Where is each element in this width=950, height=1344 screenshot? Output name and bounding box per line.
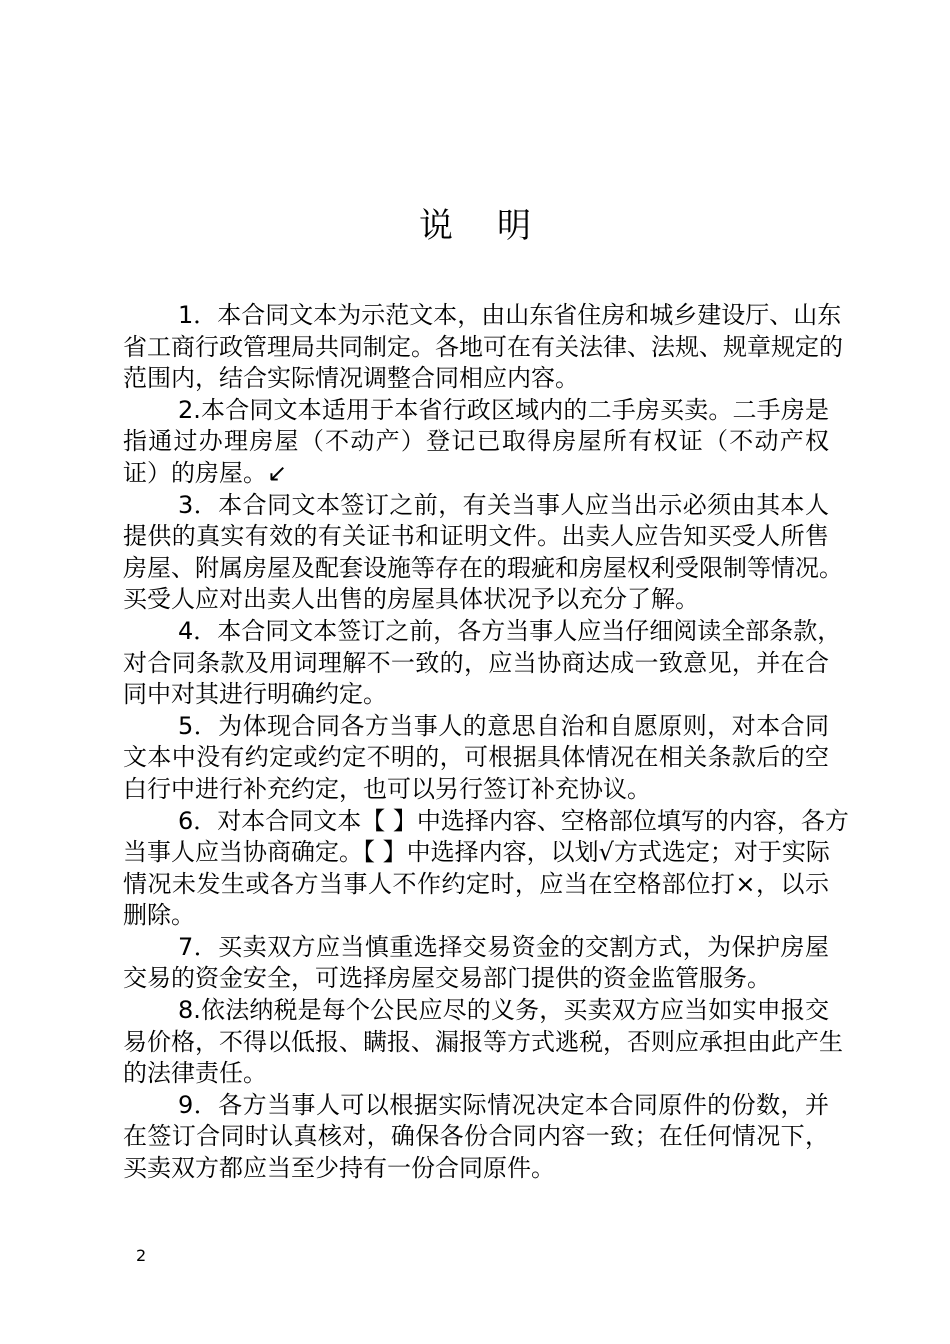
instruction-paragraph xyxy=(123,932,829,995)
page-title: 说明 xyxy=(419,206,575,246)
instruction-paragraph xyxy=(123,995,843,1090)
paragraph-line: 交易的资金安全，可选择房屋交易部门提供的资金监管服务。 xyxy=(123,964,771,993)
paragraph-line: 文本中没有约定或约定不明的，可根据具体情况在相关条款后的空 xyxy=(123,743,829,772)
paragraph-line: 7．买卖双方应当慎重选择交易资金的交割方式，为保护房屋 xyxy=(178,932,829,961)
paragraph-line: 对合同条款及用词理解不一致的，应当协商达成一致意见，并在合 xyxy=(123,648,829,677)
paragraph-line: 6．对本合同文本【 】中选择内容、空格部位填写的内容，各方 xyxy=(178,806,849,835)
page-number: 2 xyxy=(136,1246,147,1265)
paragraph-line: 白行中进行补充约定，也可以另行签订补充协议。 xyxy=(123,774,651,803)
paragraph-line: 房屋、附属房屋及配套设施等存在的瑕疵和房屋权利受限制等情况。 xyxy=(123,553,843,582)
paragraph-line: 买受人应对出卖人出售的房屋具体状况予以充分了解。 xyxy=(123,585,699,614)
paragraph-line: 4．本合同文本签订之前，各方当事人应当仔细阅读全部条款， xyxy=(178,616,842,645)
instructions-body xyxy=(123,300,849,1185)
paragraph-line: 提供的真实有效的有关证书和证明文件。出卖人应告知买受人所售 xyxy=(123,522,829,551)
paragraph-line: 3．本合同文本签订之前，有关当事人应当出示必须由其本人 xyxy=(178,490,829,519)
paragraph-line: 指通过办理房屋（不动产）登记已取得房屋所有权证（不动产权 xyxy=(123,427,829,456)
paragraph-line: 2.本合同文本适用于本省行政区域内的二手房买卖。二手房是 xyxy=(178,395,829,424)
instruction-paragraph xyxy=(123,806,849,932)
paragraph-line: 易价格，不得以低报、瞒报、漏报等方式逃税，否则应承担由此产生 xyxy=(123,1027,843,1056)
instruction-paragraph xyxy=(123,616,842,711)
paragraph-line: 1．本合同文本为示范文本，由山东省住房和城乡建设厅、山东 xyxy=(178,301,842,329)
paragraph-line: 5．为体现合同各方当事人的意思自治和自愿原则，对本合同 xyxy=(178,711,829,740)
instruction-paragraph xyxy=(123,395,829,490)
paragraph-line: 8.依法纳税是每个公民应尽的义务，买卖双方应当如实申报交 xyxy=(178,996,829,1025)
instruction-paragraph xyxy=(123,711,829,806)
paragraph-line: 证）的房屋。↙ xyxy=(123,458,288,487)
paragraph-line: 情况未发生或各方当事人不作约定时，应当在空格部位打×，以示 xyxy=(123,869,829,898)
paragraph-line: 省工商行政管理局共同制定。各地可在有关法律、法规、规章规定的 xyxy=(123,332,843,361)
paragraph-line: 删除。 xyxy=(123,901,195,930)
instruction-paragraph xyxy=(123,490,843,616)
paragraph-line: 买卖双方都应当至少持有一份合同原件。 xyxy=(123,1154,555,1183)
paragraph-line: 9．各方当事人可以根据实际情况决定本合同原件的份数，并 xyxy=(178,1090,829,1119)
paragraph-line: 范围内，结合实际情况调整合同相应内容。 xyxy=(123,364,579,393)
paragraph-line: 同中对其进行明确约定。 xyxy=(123,680,387,709)
instruction-paragraph xyxy=(123,300,843,395)
paragraph-line: 的法律责任。 xyxy=(123,1059,267,1088)
paragraph-line: 在签订合同时认真核对，确保各份合同内容一致；在任何情况下， xyxy=(123,1122,829,1151)
instruction-paragraph xyxy=(123,1090,829,1185)
paragraph-line: 当事人应当协商确定。【 】中选择内容，以划√方式选定；对于实际 xyxy=(123,838,830,867)
